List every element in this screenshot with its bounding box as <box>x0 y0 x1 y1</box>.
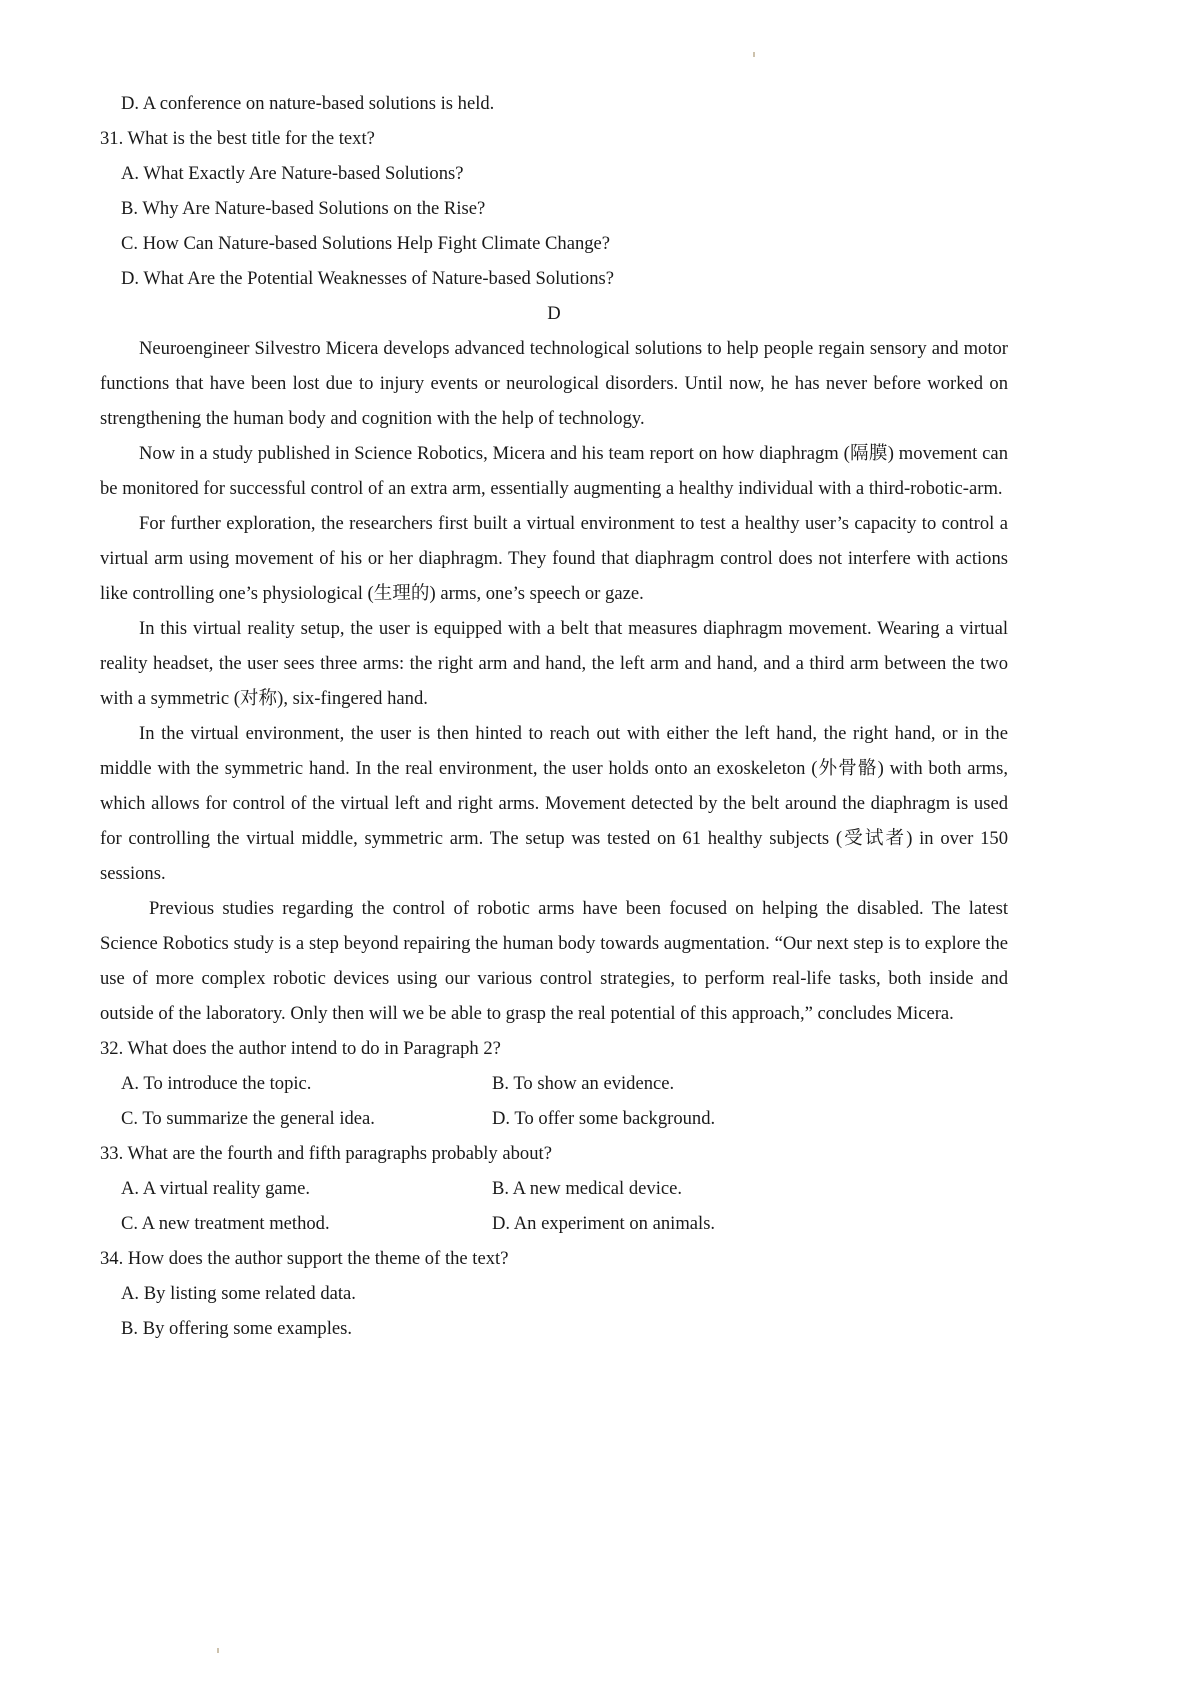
passage-section-letter: D <box>547 303 561 324</box>
q33-option-b: B. A new medical device. <box>492 1178 683 1199</box>
passage-paragraph-6: Previous studies regarding the control of robotic arms have been focused on helping the disabled. The latest Science Robotics study is a step beyond repairing the human body towards augmentation. “Our next step is to explore the use of more complex robotic devices using our various control strategies, to perform real-life tasks, both inside and outside of the laboratory. Only then will we be able to grasp the real potential of this approach,” concludes Micera. <box>100 898 1008 1024</box>
q32-option-c: C. To summarize the general idea. <box>121 1108 375 1129</box>
q34-option-a: A. By listing some related data. <box>121 1283 356 1304</box>
q31-option-b: B. Why Are Nature-based Solutions on the Rise? <box>121 198 486 219</box>
q30-option-d: D. A conference on nature-based solutions is held. <box>121 93 495 114</box>
q32-stem: 32. What does the author intend to do in Paragraph 2? <box>100 1038 501 1059</box>
q34-option-b: B. By offering some examples. <box>121 1318 353 1339</box>
passage-paragraph-3: For further exploration, the researchers first built a virtual environment to test a healthy user’s capacity to control a virtual arm using movement of his or her diaphragm. They found that diaphragm control does not interfere with actions like controlling one’s physiological (生理的) arms, one’s speech or gaze. <box>100 513 1008 604</box>
q33-option-c: C. A new treatment method. <box>121 1213 330 1234</box>
passage-paragraph-5: In the virtual environment, the user is then hinted to reach out with either the left hand, the right hand, or in the middle with the symmetric hand. In the real environment, the user holds onto an exoskeleton (外骨骼) with both arms, which allows for control of the virtual left and right arms. Movement detected by the belt around the diaphragm is used for controlling the virtual middle, symmetric arm. The setup was tested on 61 healthy subjects (受试者) in over 150 sessions. <box>100 723 1008 884</box>
q32-option-d: D. To offer some background. <box>492 1108 716 1129</box>
passage-paragraph-4: In this virtual reality setup, the user is equipped with a belt that measures diaphragm movement. Wearing a virtual reality headset, the user sees three arms: the right arm and hand, the left arm and hand, and a third arm between the two with a symmetric (对称), six-fingered hand. <box>100 618 1008 709</box>
scan-mark-top <box>753 52 755 57</box>
q33-option-a: A. A virtual reality game. <box>121 1178 310 1199</box>
q32-option-a: A. To introduce the topic. <box>121 1073 312 1094</box>
scan-mark-bottom <box>217 1648 219 1653</box>
q34-stem: 34. How does the author support the theme of the text? <box>100 1248 509 1269</box>
q33-stem: 33. What are the fourth and fifth paragraphs probably about? <box>100 1143 552 1164</box>
q33-options <box>100 1171 1008 1241</box>
q31-option-c: C. How Can Nature-based Solutions Help Fight Climate Change? <box>121 233 611 254</box>
q33-option-d: D. An experiment on animals. <box>492 1213 716 1234</box>
q31-stem: 31. What is the best title for the text? <box>100 128 375 149</box>
passage-paragraph-1: Neuroengineer Silvestro Micera develops advanced technological solutions to help people regain sensory and motor functions that have been lost due to injury events or neurological disorders. Until now, he has never before worked on strengthening the human body and cognition with the help of technology. <box>100 338 1008 429</box>
q32-options <box>100 1066 1008 1136</box>
q31-option-d: D. What Are the Potential Weaknesses of Nature-based Solutions? <box>121 268 615 289</box>
q32-option-b: B. To show an evidence. <box>492 1073 675 1094</box>
q31-option-a: A. What Exactly Are Nature-based Solutions? <box>121 163 464 184</box>
passage-paragraph-2: Now in a study published in Science Robotics, Micera and his team report on how diaphragm (隔膜) movement can be monitored for successful control of an extra arm, essentially augmenting a healthy individual with a third-robotic-arm. <box>100 443 1008 499</box>
exam-page <box>100 86 1008 1346</box>
